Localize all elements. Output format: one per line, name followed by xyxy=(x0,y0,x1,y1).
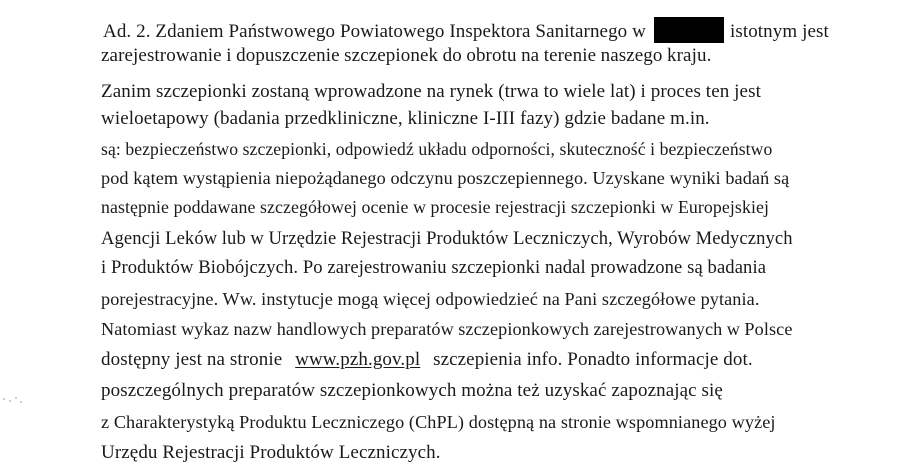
line-14-text: z Charakterystyką Produktu Leczniczego (ChPL) dostępną na stronie wspomnianego wyżej xyxy=(101,412,776,432)
document-line-10 xyxy=(101,287,791,311)
document-line-2 xyxy=(101,44,712,68)
line-9-text: i Produktów Biobójczych. Po zarejestrowaniu szczepionki nadal prowadzone są badania xyxy=(101,257,767,278)
line-8-text: Agencji Leków lub w Urzędzie Rejestracji Produktów Leczniczych, Wyrobów Medycznych xyxy=(101,228,793,249)
document-line-15 xyxy=(101,441,441,465)
line-11-text: Natomiast wykaz nazw handlowych preparatów szczepionkowych zarejestrowanych w Polsce xyxy=(101,319,793,339)
line-6-text: pod kątem wystąpienia niepożądanego odczynu poszczepiennego. Uzyskane wyniki badań są xyxy=(101,168,790,188)
document-line-4 xyxy=(101,107,791,131)
line-1-text-after: istotnym jest xyxy=(729,21,829,42)
line-2-text: zarejestrowanie i dopuszczenie szczepionek do obrotu na terenie naszego kraju. xyxy=(101,45,712,66)
document-line-7 xyxy=(101,195,791,219)
document-line-1 xyxy=(103,17,829,44)
line-7-text: następnie poddawane szczegółowej ocenie w procesie rejestracji szczepionki w Europejskiej xyxy=(101,197,770,217)
document-line-5 xyxy=(101,137,791,161)
pzh-website-link[interactable]: www.pzh.gov.pl xyxy=(295,349,421,370)
document-line-12 xyxy=(101,348,791,372)
line-15-text: Urzędu Rejestracji Produktów Leczniczych. xyxy=(101,442,441,463)
document-line-3 xyxy=(101,80,791,104)
line-12-text-before: dostępny jest na stronie xyxy=(101,349,283,370)
line-10-text: porejestracyjne. Ww. instytucje mogą więcej odpowiedzieć na Pani szczegółowe pytania. xyxy=(101,289,760,309)
document-line-8 xyxy=(101,227,791,251)
line-13-text: poszczególnych preparatów szczepionkowych można też uzyskać zapoznając się xyxy=(101,380,723,401)
scan-specks xyxy=(0,390,30,420)
line-4-text: wieloetapowy (badania przedkliniczne, kliniczne I-III fazy) gdzie badane m.in. xyxy=(101,108,710,129)
redaction-box xyxy=(654,17,724,43)
document-line-11 xyxy=(101,317,791,341)
line-12-text-after: szczepienia info. Ponadto informacje dot. xyxy=(433,349,753,370)
line-5-text: są: bezpieczeństwo szczepionki, odpowiedź układu odporności, skuteczność i bezpieczeństwo xyxy=(101,139,773,159)
line-3-text: Zanim szczepionki zostaną wprowadzone na rynek (trwa to wiele lat) i proces ten jest xyxy=(101,81,761,102)
document-line-13 xyxy=(101,379,791,403)
document-line-9 xyxy=(101,256,791,280)
document-line-6 xyxy=(101,166,791,190)
document-line-14 xyxy=(101,410,791,434)
line-1-text-before: Ad. 2. Zdaniem Państwowego Powiatowego Inspektora Sanitarnego w xyxy=(103,21,646,42)
